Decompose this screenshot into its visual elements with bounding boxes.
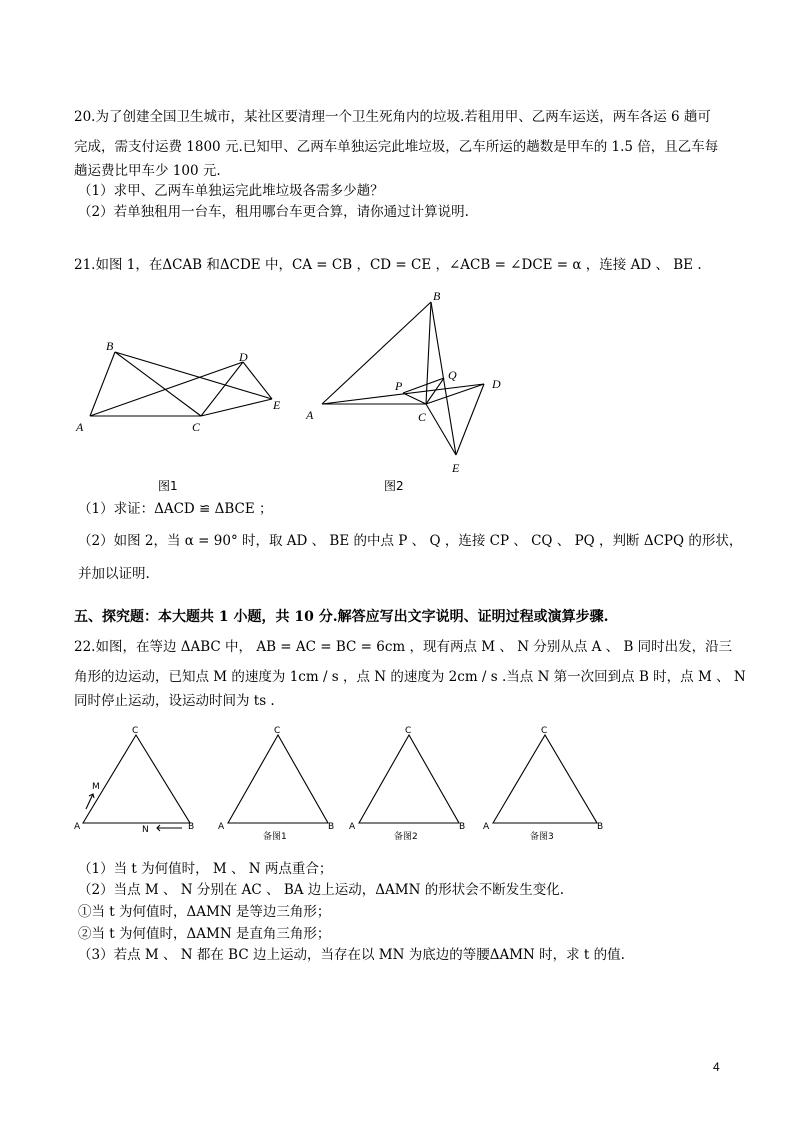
segment-ad [322,384,484,404]
figure1-caption: 图1 [158,479,178,493]
q22-part2b: ②当 t 为何值时，ΔAMN 是直角三角形； [78,926,331,942]
q21-part2-line1: （2）如图 2，当 α = 90° 时，取 AD 、 BE 的中点 P 、 Q ，连接 CP 、 CQ 、 PQ ，判断 ΔCPQ 的形状， [78,533,743,549]
point-label-b: B [597,822,604,832]
segment-ad [90,362,243,416]
segment-be [115,352,272,399]
segment-ab [90,352,115,416]
figure-caption: 备图1 [263,832,287,842]
q22-text-line1: 22.如图，在等边 ΔABC 中， AB = AC = BC = 6cm ，现有两点 M 、 N 分别从点 A 、 B 同时出发，沿三 [74,639,733,655]
point-label-n: N [142,825,149,835]
point-label-d: D [492,377,501,391]
q20-text-line2: 完成，需支付运费 1800 元.已知甲、乙两车单独运完此堆垃圾，乙车所运的趟数是甲车的 1.5 倍，且乙车每 [74,139,719,155]
q22-part2a: ①当 t 为何值时，ΔAMN 是等边三角形； [78,904,331,920]
q22-text-line3: 同时停止运动，设运动时间为 ts . [74,693,275,709]
figure-caption: 备图3 [530,832,554,842]
point-label-p: P [395,379,403,393]
point-label-b: B [188,822,195,832]
point-label-b: B [106,339,114,353]
point-label-m: M [92,782,100,792]
q20-part2: （2）若单独租用一台车，租用哪台车更合算，请你通过计算说明. [78,204,469,220]
segment-de [456,384,484,455]
point-label-c: C [418,410,427,424]
point-label-a: A [218,822,225,832]
point-label-a: A [306,408,314,422]
segment-pq [403,378,444,393]
point-label-c: C [274,726,281,736]
point-label-b: B [433,289,441,303]
point-label-e: E [452,461,460,475]
q21-figure2 [300,285,520,500]
point-label-e: E [273,398,281,412]
triangle-abc [228,735,328,823]
section5-heading: 五、探究题：本大题共 1 小题，共 10 分.解答应写出文字说明、证明过程或演算步骤. [74,609,609,625]
figure-caption: 备图2 [394,832,418,842]
q22-figure-backup3 [480,722,610,847]
point-label-c: C [192,420,201,434]
segment-de [243,362,272,399]
q20-text-line3: 趟运费比甲车少 100 元. [74,163,221,179]
point-label-c: C [541,726,548,736]
point-label-a: A [483,822,490,832]
page-number: 4 [713,1060,720,1074]
triangle-abc [359,735,459,823]
q21-intro: 21.如图 1，在ΔCAB 和ΔCDE 中，CA = CB ，CD = CE ，∠ACB = ∠DCE = α ，连接 AD 、 BE . [74,257,702,273]
point-label-d: D [239,350,248,364]
point-label-a: A [74,822,81,832]
q22-part2: （2）当点 M 、 N 分别在 AC 、 BA 边上运动，ΔAMN 的形状会不断发生变化. [78,882,565,898]
segment-cp [403,393,426,404]
q22-figure-backup2 [346,722,476,847]
figure2-caption: 图2 [384,479,404,493]
q21-part1: （1）求证：ΔACD ≌ ΔBCE ； [78,501,273,517]
point-label-b: B [459,822,466,832]
point-label-q: Q [448,368,457,382]
q21-figure1 [70,335,300,500]
segment-bc [115,352,201,416]
segment-cd [426,384,484,404]
q22-part3: （3）若点 M 、 N 都在 BC 边上运动，当存在以 MN 为底边的等腰ΔAMN 时，求 t 的值. [78,947,625,963]
q22-text-line2: 角形的边运动，已知点 M 的速度为 1cm / s ，点 N 的速度为 2cm / s .当点 N 第一次回到点 B 时，点 M 、 N [74,669,746,685]
point-label-c: C [405,726,412,736]
triangle-abc [83,735,190,823]
q22-part1: （1）当 t 为何值时， M 、 N 两点重合； [78,861,333,877]
point-label-a: A [349,822,356,832]
q21-part2-line2: 并加以证明. [78,566,150,582]
q20-part1: （1）求甲、乙两车单独运完此堆垃圾各需多少趟？ [78,183,384,199]
q22-figure-backup1 [215,722,345,847]
q20-text-line1: 20.为了创建全国卫生城市，某社区要清理一个卫生死角内的垃圾.若租用甲、乙两车运送，两车各运 6 趟可 [74,109,711,125]
segment-bc [426,302,431,404]
point-label-c: C [132,726,139,736]
point-label-b: B [328,822,335,832]
triangle-abc [493,735,597,823]
q22-figure-main [70,722,210,842]
point-label-a: A [76,420,84,434]
